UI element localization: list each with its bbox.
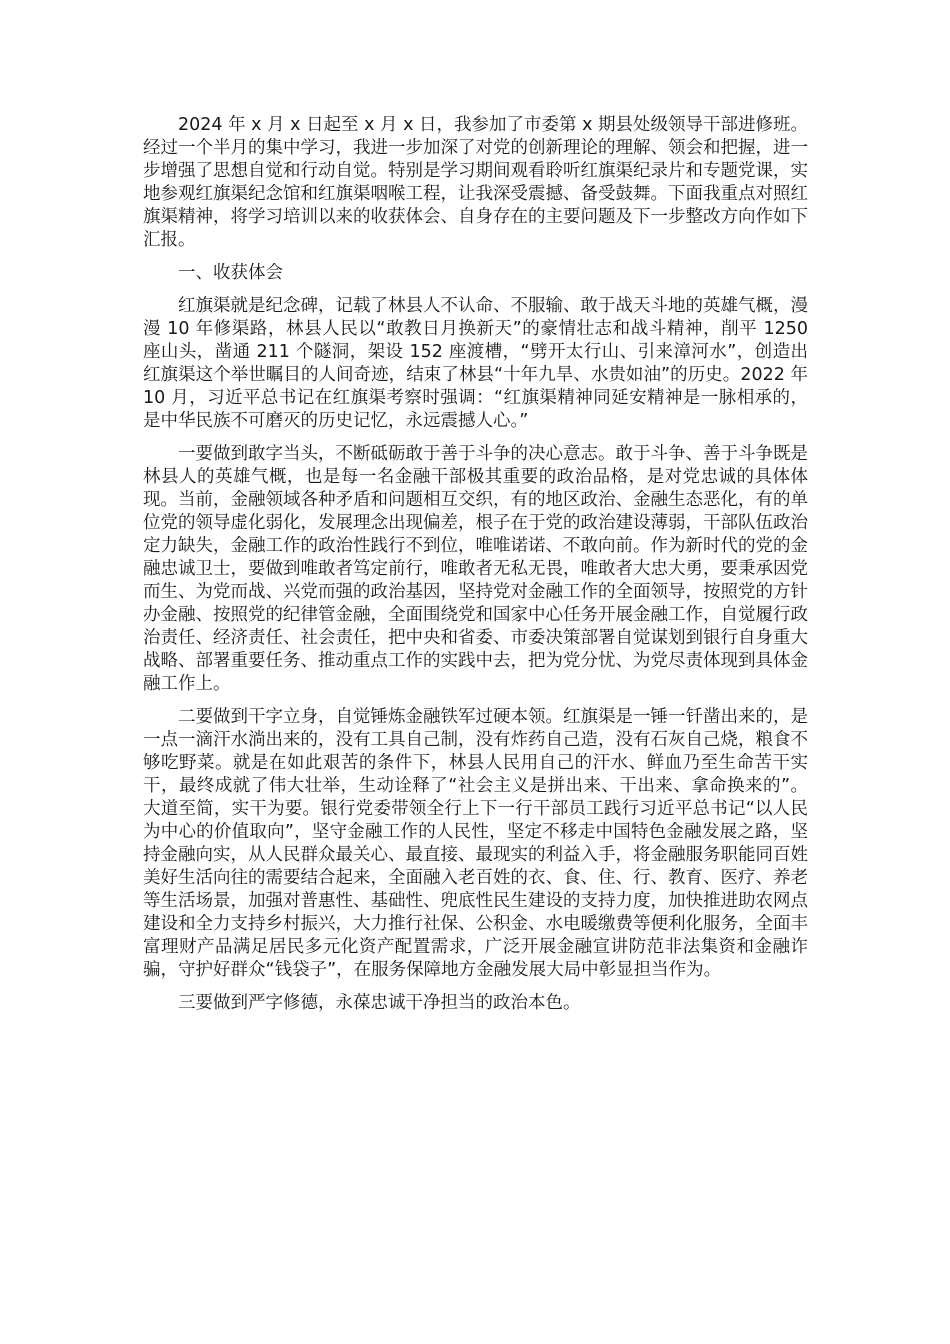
point-one-paragraph: 一要做到敢字当头，不断砥砺敢于善于斗争的决心意志。敢于斗争、善于斗争既是林县人的英雄气概，也是每一名金融干部极其重要的政治品格，是对党忠诚的具体体现。当前，金融领域各种矛盾和问题相互交织，有的地区政治、金融生态恶化，有的单位党的领导虚化弱化，发展理念出现偏差，根子在于党的政治建设薄弱，干部队伍政治定力缺失，金融工作的政治性践行不到位，唯唯诺诺、不敢向前。作为新时代的党的金融忠诚卫士，要做到唯敢者笃定前行，唯敢者无私无畏，唯敢者大忠大勇，要秉承因党而生、为党而战、兴党而强的政治基因，坚持党对金融工作的全面领导，按照党的方针办金融、按照党的纪律管金融，全面围绕党和国家中心任务开展金融工作，自觉履行政治责任、经济责任、社会责任，把中央和省委、市委决策部署自觉谋划到银行自身重大战略、部署重要任务、推动重点工作的实践中去，把为党分忧、为党尽责体现到具体金融工作上。 bbox=[143, 444, 808, 694]
document-body bbox=[143, 114, 808, 1025]
hongqiqu-paragraph: 红旗渠就是纪念碑，记载了林县人不认命、不服输、敢于战天斗地的英雄气概，漫漫 10 年修渠路，林县人民以“敢教日月换新天”的豪情壮志和战斗精神，削平 1250 座山头，凿通 211 个隧洞，架设 152 座渡槽，“劈开太行山、引来漳河水”，创造出红旗渠这个举世瞩目的人间奇迹，结束了林县“十年九旱、水贵如油”的历史。2022 年 10 月，习近平总书记在红旗渠考察时强调：“红旗渠精神同延安精神是一脉相承的，是中华民族不可磨灭的历史记忆，永远震撼人心。” bbox=[143, 296, 808, 431]
point-two-paragraph: 二要做到干字立身，自觉锤炼金融铁军过硬本领。红旗渠是一锤一钎凿出来的，是一点一滴汗水淌出来的，没有工具自己制，没有炸药自己造，没有石灰自己烧，粮食不够吃野菜。就是在如此艰苦的条件下，林县人民用自己的汗水、鲜血乃至生命苦干实干，最终成就了伟大壮举，生动诠释了“社会主义是拼出来、干出来、拿命换来的”。大道至简，实干为要。银行党委带领全行上下一行干部员工践行习近平总书记“以人民为中心的价值取向”，坚守金融工作的人民性，坚定不移走中国特色金融发展之路，坚持金融向实，从人民群众最关心、最直接、最现实的利益入手，将金融服务职能同百姓美好生活向往的需要结合起来，全面融入老百姓的衣、食、住、行、教育、医疗、养老等生活场景，加强对普惠性、基础性、兜底性民生建设的支持力度，加快推进助农网点建设和全力支持乡村振兴，大力推行社保、公积金、水电暖缴费等便利化服务，全面丰富理财产品满足居民多元化资产配置需求，广泛开展金融宣讲防范非法集资和金融诈骗，守护好群众“钱袋子”，在服务保障地方金融发展大局中彰显担当作为。 bbox=[143, 707, 808, 980]
section-heading-gains: 一、收获体会 bbox=[178, 263, 283, 283]
point-three-paragraph: 三要做到严字修德，永葆忠诚干净担当的政治本色。 bbox=[178, 993, 581, 1013]
intro-paragraph: 2024 年 x 月 x 日起至 x 月 x 日，我参加了市委第 x 期县处级领导干部进修班。经过一个半月的集中学习，我进一步加深了对党的创新理论的理解、领会和把握，进一步增强了思想自觉和行动自觉。特别是学习期间观看聆听红旗渠纪录片和专题党课，实地参观红旗渠纪念馆和红旗渠咽喉工程，让我深受震撼、备受鼓舞。下面我重点对照红旗渠精神，将学习培训以来的收获体会、自身存在的主要问题及下一步整改方向作如下汇报。 bbox=[143, 115, 809, 250]
